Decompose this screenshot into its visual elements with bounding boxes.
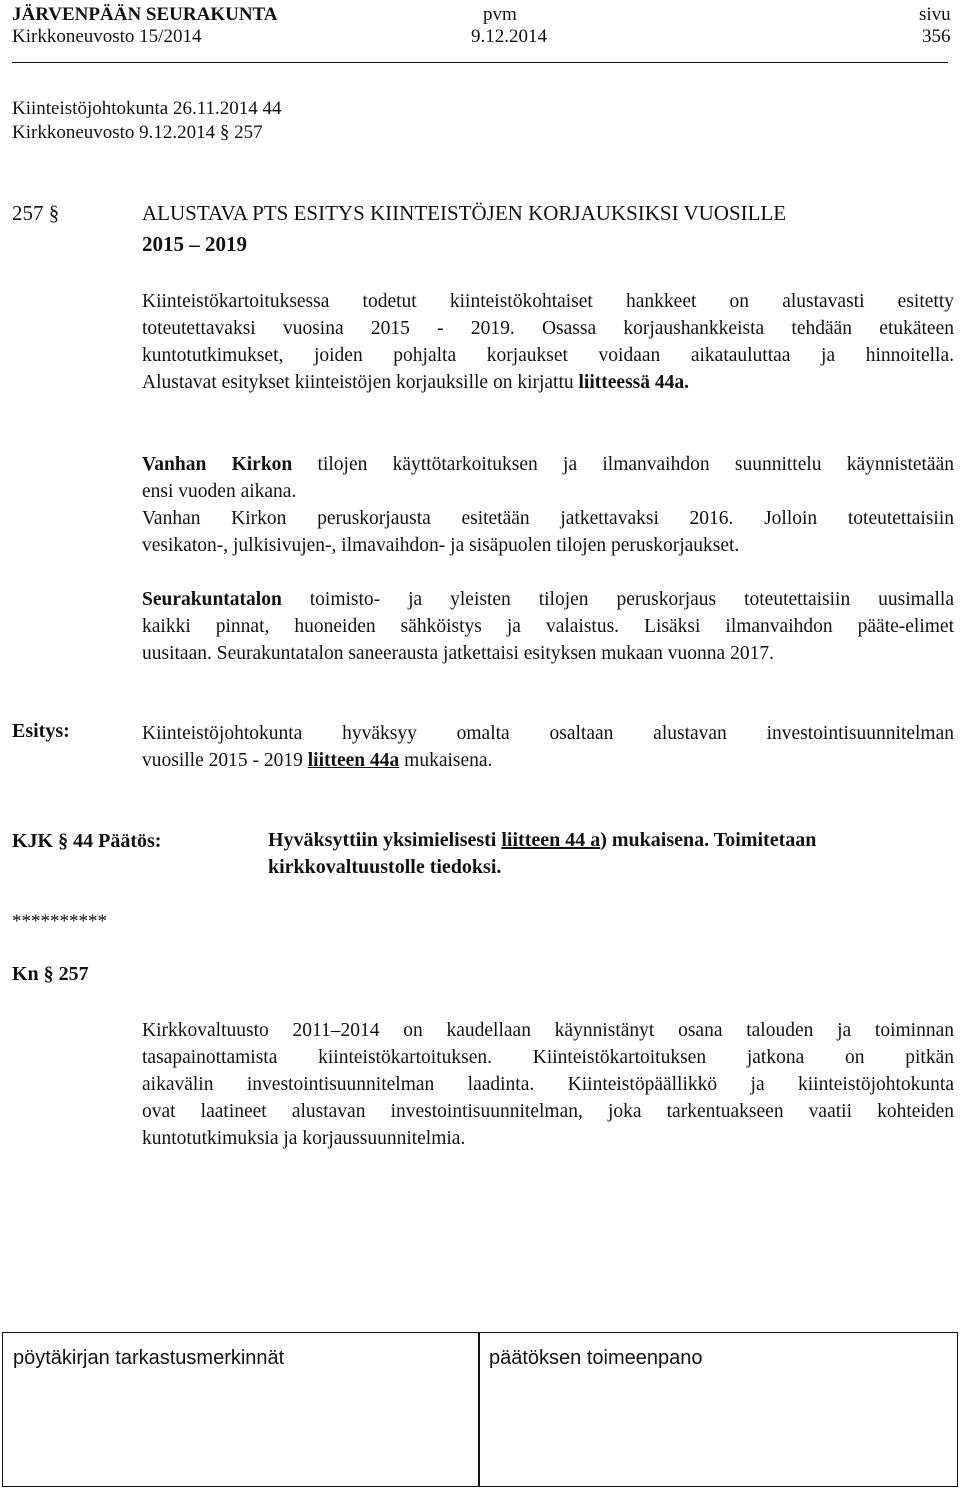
intro-line-2: toteutettavaksi vuosina 2015 - 2019. Osassa korjaushankkeista tehdään etukäteen bbox=[142, 318, 954, 339]
decision-label: KJK § 44 Päätös: bbox=[12, 830, 162, 852]
proposal-line-2-text: vuosille 2015 - 2019 bbox=[142, 750, 308, 771]
section-title-years: 2015 – 2019 bbox=[142, 232, 247, 256]
parish-hall-line-2: kaikki pinnat, huoneiden sähköistys ja valaistus. Lisäksi ilmanvaihdon pääte-elimet bbox=[142, 616, 954, 637]
intro-line-4-text: Alustavat esitykset kiinteistöjen korjauksille on kirjattu bbox=[142, 372, 579, 393]
header-rule bbox=[12, 62, 948, 63]
old-church-line-1 bbox=[142, 451, 954, 478]
separator-asterisks: ********** bbox=[12, 911, 107, 932]
old-church-line-3: Vanhan Kirkon peruskorjausta esitetään jatkettavaksi 2016. Jolloin toteutettaisiin bbox=[142, 508, 954, 529]
footer-box-left bbox=[2, 1332, 480, 1487]
council-line-1: Kirkkovaltuusto 2011–2014 on kaudellaan käynnistänyt osana talouden ja toiminnan bbox=[142, 1020, 954, 1041]
old-church-name: Vanhan Kirkon bbox=[142, 454, 293, 475]
proposal-line-2 bbox=[142, 747, 954, 774]
proposal-text bbox=[142, 720, 954, 774]
decision-line-1-end: ) mukaisena. Toimitetaan bbox=[600, 829, 817, 851]
decision-attachment-link[interactable]: liitteen 44 a bbox=[501, 829, 601, 851]
decision-line-1 bbox=[268, 827, 954, 854]
intro-line-4 bbox=[142, 369, 954, 396]
intro-line-3: kuntotutkimukset, joiden pohjalta korjaukset voidaan aikatauluttaa ja hinnoitella. bbox=[142, 345, 954, 366]
parish-hall-line-1-text: toimisto- ja yleisten tilojen peruskorjaus toteutettaisiin uusimalla bbox=[281, 589, 954, 610]
old-church-line-2: ensi vuoden aikana. bbox=[142, 481, 297, 502]
old-church-paragraph bbox=[142, 451, 954, 559]
old-church-line-1-text: tilojen käyttötarkoituksen ja ilmanvaihdon suunnittelu käynnistetään bbox=[292, 454, 954, 475]
attachment-reference: liitteessä 44a. bbox=[578, 372, 689, 393]
parish-hall-line-1 bbox=[142, 586, 954, 613]
reference-council: Kirkkoneuvosto 9.12.2014 § 257 bbox=[12, 122, 263, 143]
proposal-attachment-link[interactable]: liitteen 44a bbox=[307, 750, 400, 771]
council-section-label: Kn § 257 bbox=[12, 963, 89, 985]
review-marks-label: pöytäkirjan tarkastusmerkinnät bbox=[13, 1347, 285, 1369]
parish-hall-line-3: uusitaan. Seurakuntatalon saneerausta jatkettaisi esityksen mukaan vuonna 2017. bbox=[142, 643, 774, 664]
council-line-4: ovat laatineet alustavan investointisuunnitelman, joka tarkentuakseen vaatii kohteiden bbox=[142, 1101, 954, 1122]
council-line-3: aikavälin investointisuunnitelman laadinta. Kiinteistöpäällikkö ja kiinteistöjohtokunta bbox=[142, 1074, 954, 1095]
parish-hall-paragraph bbox=[142, 586, 954, 667]
implementation-label: päätöksen toimeenpano bbox=[489, 1347, 703, 1369]
intro-paragraph bbox=[142, 288, 954, 396]
decision-text bbox=[268, 827, 954, 881]
section-number: 257 § bbox=[12, 201, 60, 225]
meeting-date: 9.12.2014 bbox=[471, 26, 547, 47]
proposal-line-2-end: mukaisena. bbox=[399, 750, 493, 771]
decision-line-1-text: Hyväksyttiin yksimielisesti bbox=[268, 829, 502, 851]
intro-line-1: Kiinteistökartoituksessa todetut kiinteistökohtaiset hankkeet on alustavasti esitetty bbox=[142, 291, 954, 312]
proposal-label: Esitys: bbox=[12, 720, 70, 742]
council-line-2: tasapainottamista kiinteistökartoituksen. Kiinteistökartoituksen jatkona on pitkän bbox=[142, 1047, 954, 1068]
section-title: ALUSTAVA PTS ESITYS KIINTEISTÖJEN KORJAUKSIKSI VUOSILLE bbox=[142, 201, 787, 225]
old-church-line-4: vesikaton-, julkisivujen-, ilmavaihdon- ja sisäpuolen tilojen peruskorjaukset. bbox=[142, 535, 740, 556]
page-column-label: sivu bbox=[919, 4, 951, 25]
page-number: 356 bbox=[922, 26, 951, 47]
proposal-line-1: Kiinteistöjohtokunta hyväksyy omalta osaltaan alustavan investointisuunnitelman bbox=[142, 723, 954, 744]
reference-committee: Kiinteistöjohtokunta 26.11.2014 44 bbox=[12, 98, 282, 119]
decision-line-2: kirkkovaltuustolle tiedoksi. bbox=[268, 856, 502, 878]
council-line-5: kuntotutkimuksia ja korjaussuunnitelmia. bbox=[142, 1128, 466, 1149]
organization-name: JÄRVENPÄÄN SEURAKUNTA bbox=[12, 4, 278, 25]
parish-hall-name: Seurakuntatalon bbox=[142, 589, 282, 610]
date-column-label: pvm bbox=[483, 4, 517, 25]
council-paragraph bbox=[142, 1017, 954, 1152]
footer-box-right bbox=[478, 1332, 958, 1487]
meeting-name: Kirkkoneuvosto 15/2014 bbox=[12, 26, 202, 47]
